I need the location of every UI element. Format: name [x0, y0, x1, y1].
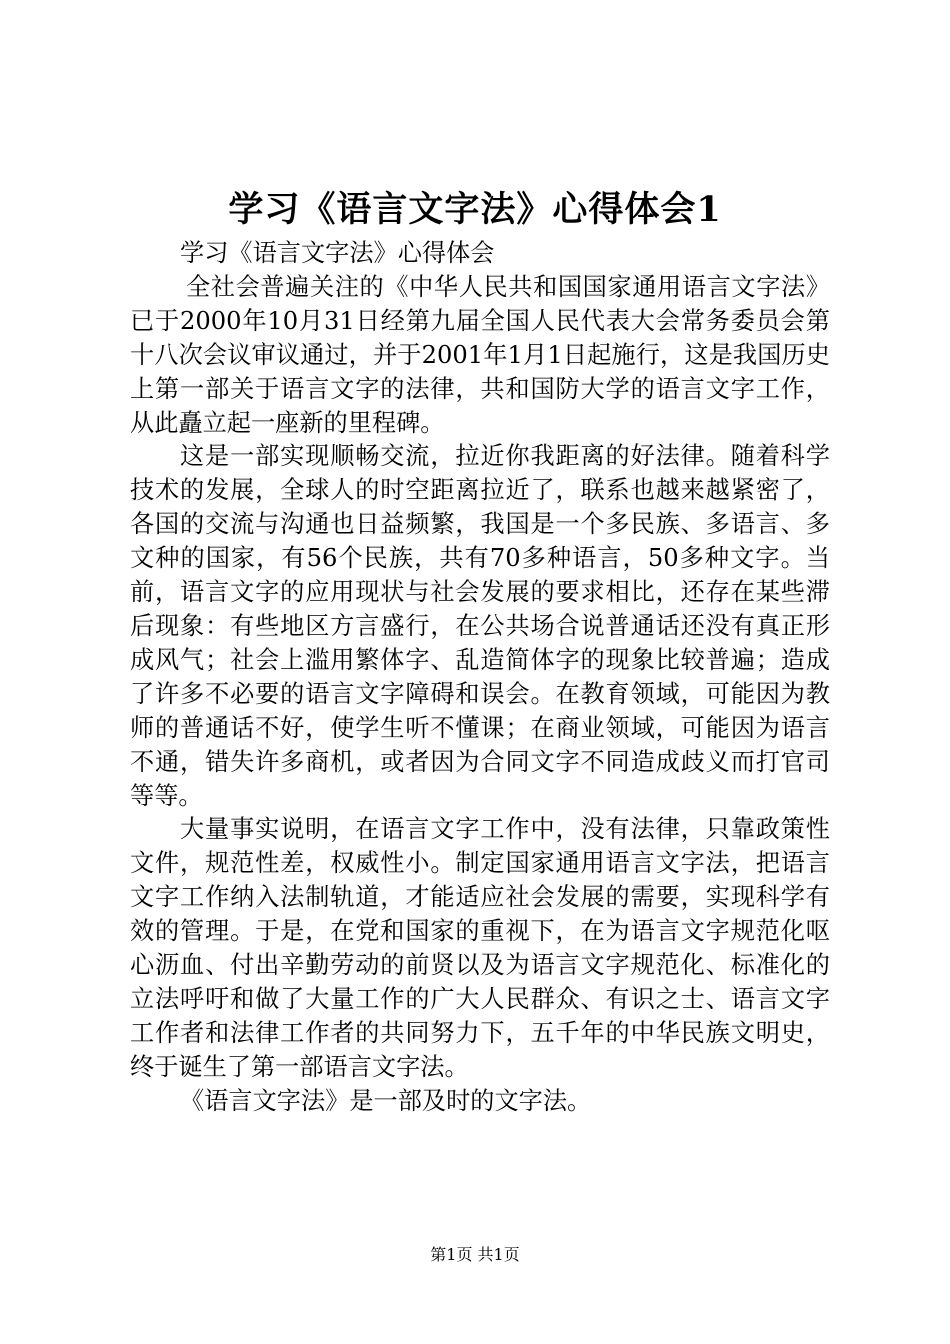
document-body — [130, 237, 830, 1119]
body-paragraph-3: 大量事实说明，在语言文字工作中，没有法律，只靠政策性文件，规范性差，权威性小。制定国家通用语言文字法，把语言文字工作纳入法制轨道，才能适应社会发展的需要，实现科学有效的管理。于是，在党和国家的重视下，在为语言文字规范化呕心沥血、付出辛勤劳动的前贤以及为语言文字规范化、标准化的立法呼吁和做了大量工作的广大人民群众、有识之士、语言文字工作者和法律工作者的共同努力下，五千年的中华民族文明史，终于诞生了第一部语言文字法。 — [130, 815, 830, 1081]
body-paragraph-1: 全社会普遍关注的《中华人民共和国国家通用语言文字法》已于2000年10月31日经第九届全国人民代表大会常务委员会第十八次会议审议通过，并于2001年1月1日起施行，这是我国历史上第一部关于语言文字的法律，共和国防大学的语言文字工作，从此矗立起一座新的里程碑。 — [130, 272, 830, 437]
document-title: 学习《语言文字法》心得体会1 — [228, 189, 722, 230]
body-paragraph-2: 这是一部实现顺畅交流，拉近你我距离的好法律。随着科学技术的发展，全球人的时空距离拉近了，联系也越来越紧密了，各国的交流与沟通也日益频繁，我国是一个多民族、多语言、多文种的国家，有56个民族，共有70多种语言，50多种文字。当前，语言文字的应用现状与社会发展的要求相比，还存在某些滞后现象：有些地区方言盛行，在公共场合说普通话还没有真正形成风气；社会上滥用繁体字、乱造简体字的现象比较普遍；造成了许多不必要的语言文字障碍和误会。在教育领域，可能因为教师的普通话不好，使学生听不懂课；在商业领域，可能因为语言不通，错失许多商机，或者因为合同文字不同造成歧义而打官司等等。 — [130, 442, 830, 810]
subtitle-paragraph: 学习《语言文字法》心得体会 — [180, 239, 495, 267]
body-paragraph-4: 《语言文字法》是一部及时的文字法。 — [180, 1086, 592, 1115]
page-footer: 第1页 共1页 — [430, 1245, 520, 1264]
